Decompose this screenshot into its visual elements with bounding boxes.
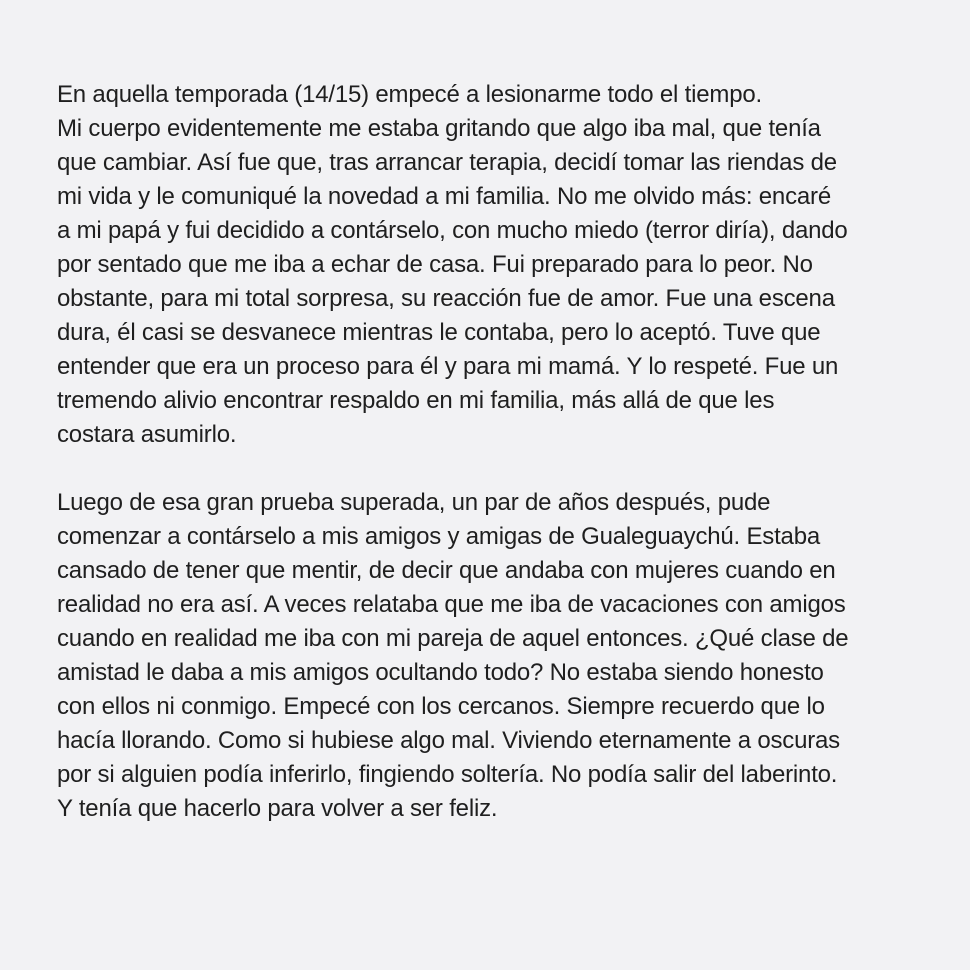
- text-line: con ellos ni conmigo. Empecé con los cercanos. Siempre recuerdo que lo: [57, 693, 825, 720]
- text-line: tremendo alivio encontrar respaldo en mi familia, más allá de que les: [57, 387, 775, 414]
- text-line: entender que era un proceso para él y para mi mamá. Y lo respeté. Fue un: [57, 353, 839, 380]
- testimonial-text: [57, 78, 930, 826]
- text-line: En aquella temporada (14/15) empecé a lesionarme todo el tiempo.: [57, 81, 762, 108]
- text-line: costara asumirlo.: [57, 421, 237, 448]
- text-line: por si alguien podía inferirlo, fingiendo soltería. No podía salir del laberinto.: [57, 761, 838, 788]
- text-line: dura, él casi se desvanece mientras le contaba, pero lo aceptó. Tuve que: [57, 319, 821, 346]
- text-line: mi vida y le comuniqué la novedad a mi familia. No me olvido más: encaré: [57, 183, 831, 210]
- text-line: cuando en realidad me iba con mi pareja de aquel entonces. ¿Qué clase de: [57, 625, 849, 652]
- paragraph: [57, 486, 930, 826]
- text-line: Luego de esa gran prueba superada, un par de años después, pude: [57, 489, 771, 516]
- text-line: obstante, para mi total sorpresa, su reacción fue de amor. Fue una escena: [57, 285, 835, 312]
- text-line: Y tenía que hacerlo para volver a ser feliz.: [57, 795, 498, 822]
- text-line: amistad le daba a mis amigos ocultando todo? No estaba siendo honesto: [57, 659, 824, 686]
- text-line: Mi cuerpo evidentemente me estaba gritando que algo iba mal, que tenía: [57, 115, 821, 142]
- text-line: cansado de tener que mentir, de decir que andaba con mujeres cuando en: [57, 557, 836, 584]
- text-line: a mi papá y fui decidido a contárselo, con mucho miedo (terror diría), dando: [57, 217, 848, 244]
- text-line: realidad no era así. A veces relataba que me iba de vacaciones con amigos: [57, 591, 846, 618]
- text-line: comenzar a contárselo a mis amigos y amigas de Gualeguaychú. Estaba: [57, 523, 821, 550]
- text-line: hacía llorando. Como si hubiese algo mal. Viviendo eternamente a oscuras: [57, 727, 840, 754]
- text-line: por sentado que me iba a echar de casa. Fui preparado para lo peor. No: [57, 251, 813, 278]
- text-line: que cambiar. Así fue que, tras arrancar terapia, decidí tomar las riendas de: [57, 149, 837, 176]
- paragraph: [57, 78, 930, 452]
